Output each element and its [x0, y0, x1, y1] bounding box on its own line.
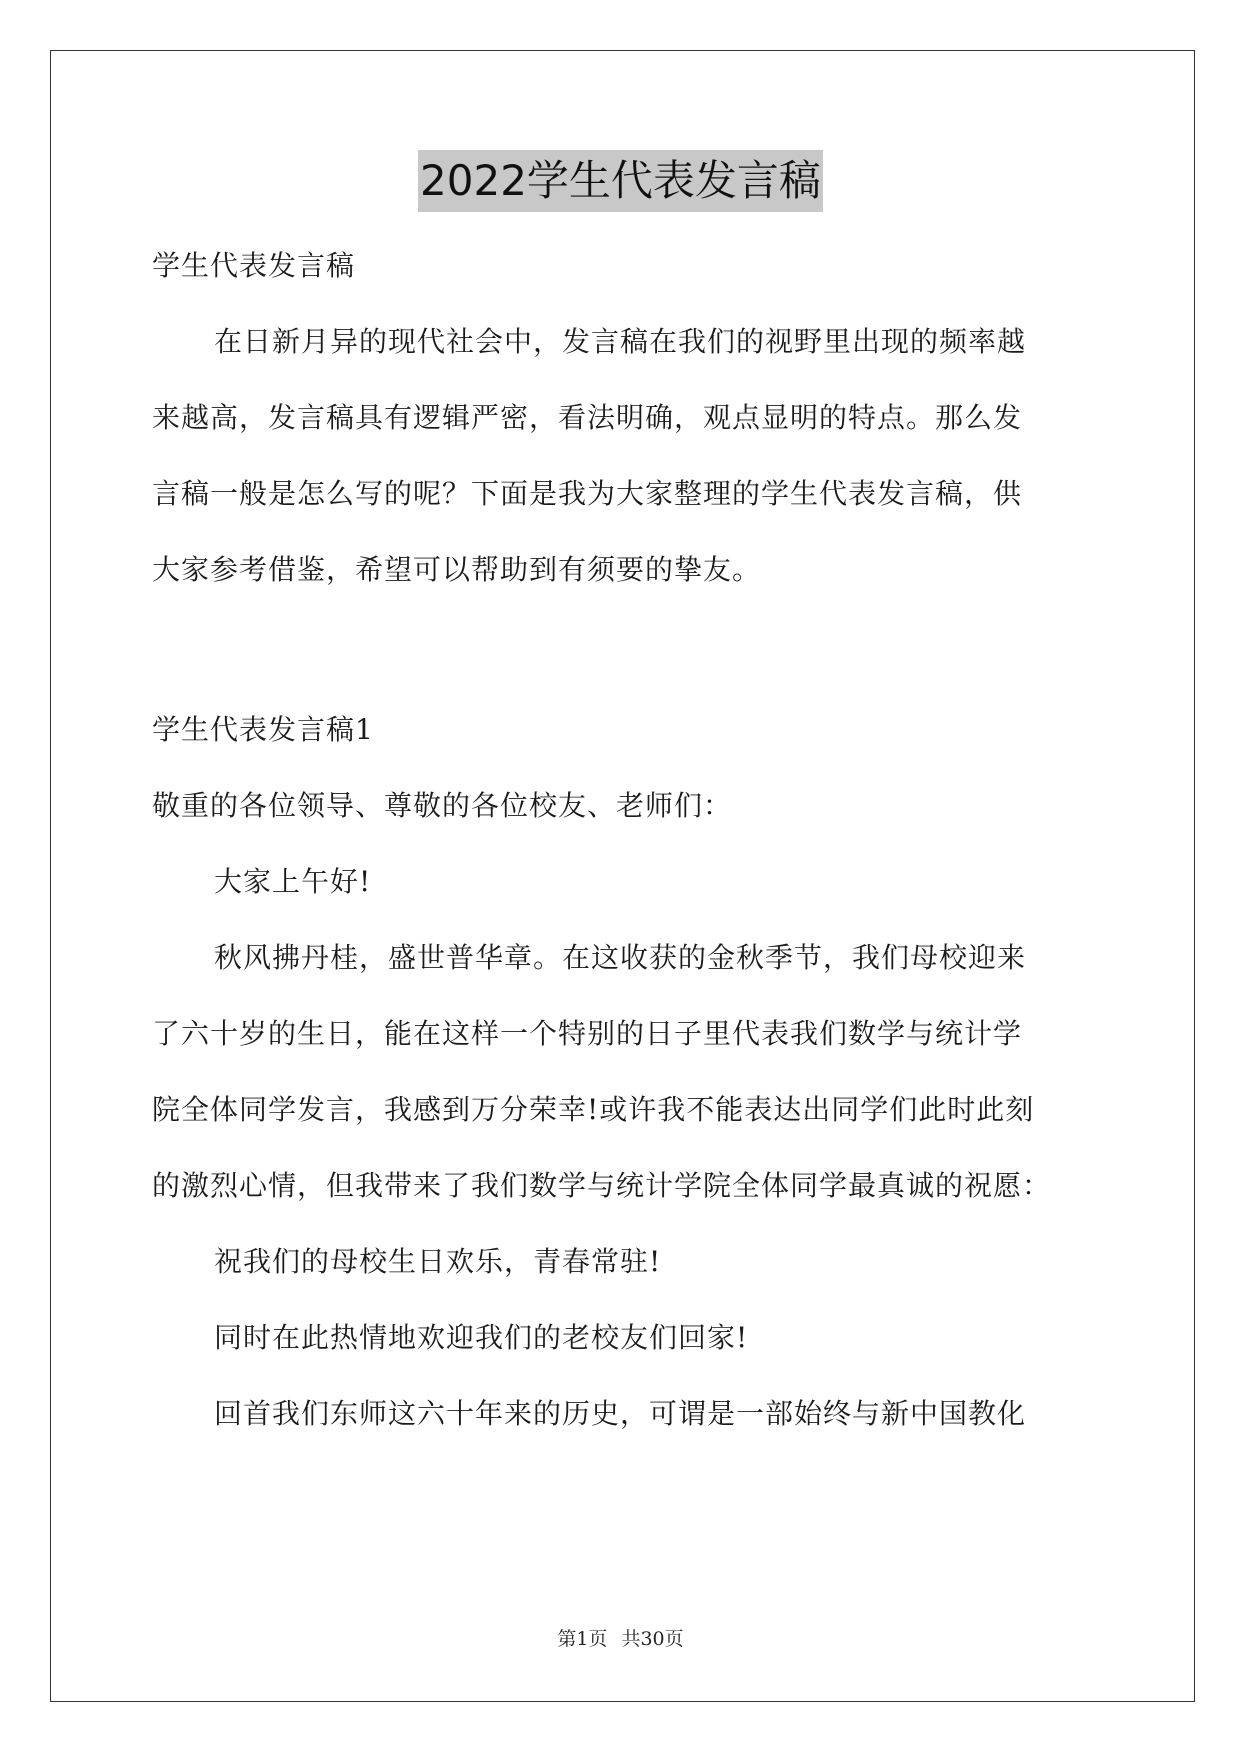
paragraph-line: 院全体同学发言，我感到万分荣幸!或许我不能表达出同学们此时此刻 — [152, 1093, 1035, 1126]
section-gap — [152, 608, 1092, 692]
paragraph-line: 的激烈心情，但我带来了我们数学与统计学院全体同学最真诚的祝愿： — [152, 1169, 1052, 1202]
page-number: 第1页 — [557, 1628, 608, 1650]
intro-line: 大家参考借鉴，希望可以帮助到有须要的挚友。 — [152, 553, 762, 586]
document-body — [152, 228, 1092, 1452]
wish-line: 祝我们的母校生日欢乐，青春常驻! — [214, 1245, 662, 1278]
intro-line: 言稿一般是怎么写的呢？下面是我为大家整理的学生代表发言稿，供 — [152, 477, 1023, 510]
salutation: 敬重的各位领导、尊敬的各位校友、老师们： — [152, 789, 733, 822]
intro-heading: 学生代表发言稿 — [152, 249, 356, 282]
section-heading: 学生代表发言稿1 — [152, 713, 374, 746]
document-title: 2022学生代表发言稿 — [418, 150, 823, 212]
intro-line: 在日新月异的现代社会中，发言稿在我们的视野里出现的频率越 — [214, 325, 1027, 358]
paragraph-line: 了六十岁的生日，能在这样一个特别的日子里代表我们数学与统计学 — [152, 1017, 1023, 1050]
title-wrap — [0, 150, 1241, 212]
greeting: 大家上午好! — [214, 865, 372, 898]
intro-line: 来越高，发言稿具有逻辑严密，看法明确，观点显明的特点。那么发 — [152, 401, 1023, 434]
page-footer — [0, 1624, 1241, 1651]
welcome-line: 同时在此热情地欢迎我们的老校友们回家! — [214, 1321, 749, 1354]
history-line: 回首我们东师这六十年来的历史，可谓是一部始终与新中国教化 — [214, 1397, 1027, 1430]
paragraph-line: 秋风拂丹桂，盛世普华章。在这收获的金秋季节，我们母校迎来 — [214, 941, 1027, 974]
page-total: 共30页 — [621, 1628, 684, 1650]
